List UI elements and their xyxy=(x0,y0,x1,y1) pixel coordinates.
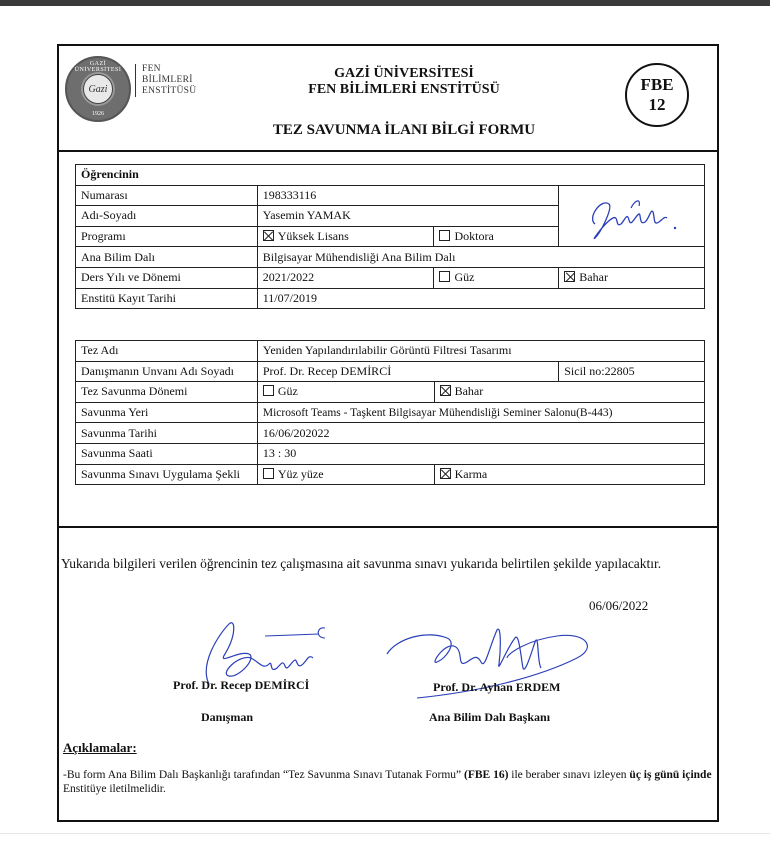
table-row xyxy=(76,443,705,464)
institute-name: FEN BİLİMLERİ ENSTİTÜSÜ xyxy=(308,82,500,97)
exam-mode-option-inperson[interactable] xyxy=(257,464,434,485)
institute-line: FEN xyxy=(142,64,161,74)
defense-time-value: 13 : 30 xyxy=(257,443,704,464)
checked-checkbox-icon[interactable] xyxy=(263,230,274,241)
form-code-line2: 12 xyxy=(648,95,666,114)
statement-text: Yukarıda bilgileri verilen öğrencinin tez çalışmasına ait savunma sınavı yukarıda belirtilen şekilde yapılacaktır. xyxy=(61,556,662,571)
program-label: Programı xyxy=(76,226,258,247)
explanation-part: ile beraber sınavı izleyen xyxy=(508,769,630,781)
option-label: Güz xyxy=(454,270,475,285)
option-label: Bahar xyxy=(454,384,484,399)
name-label: Adı-Soyadı xyxy=(76,206,258,227)
option-label: Karma xyxy=(454,466,488,481)
seal-text: GAZİ ÜNİVERSİTESİ xyxy=(74,61,122,73)
empty-checkbox-icon[interactable] xyxy=(263,385,274,396)
option-label: Yüksek Lisans xyxy=(277,229,349,244)
table-row xyxy=(76,361,705,382)
thesis-title-value: Yeniden Yapılandırılabilir Görüntü Filtresi Tasarımı xyxy=(257,341,704,362)
empty-checkbox-icon[interactable] xyxy=(439,271,450,282)
page-bottom-line xyxy=(0,833,770,834)
number-value: 198333116 xyxy=(257,185,559,206)
department-head-role: Ana Bilim Dalı Başkanı xyxy=(429,710,551,724)
advisor-value: Prof. Dr. Recep DEMİRCİ xyxy=(257,361,558,382)
advisor-sicil: Sicil no:22805 xyxy=(559,361,705,382)
form-title: TEZ SAVUNMA İLANI BİLGİ FORMU xyxy=(272,122,536,138)
department-label: Ana Bilim Dalı xyxy=(76,247,258,268)
institute-line: ENSTİTÜSÜ xyxy=(142,86,197,96)
number-label: Numarası xyxy=(76,185,258,206)
student-section-title: Öğrencinin xyxy=(76,165,705,186)
defense-term-label: Tez Savunma Dönemi xyxy=(76,382,258,403)
section-divider xyxy=(59,526,717,528)
table-row xyxy=(76,402,705,423)
option-label: Güz xyxy=(277,384,298,399)
table-row xyxy=(76,185,705,206)
student-info-table xyxy=(75,164,705,309)
registration-value: 11/07/2019 xyxy=(257,288,704,309)
option-label: Bahar xyxy=(579,270,608,285)
statement-date: 06/06/2022 xyxy=(589,598,649,613)
name-value: Yasemin YAMAK xyxy=(257,206,559,227)
defense-date-value: 16/06/202022 xyxy=(257,423,704,444)
checked-checkbox-icon[interactable] xyxy=(440,468,451,479)
explanation-part: Enstitüye iletilmelidir. xyxy=(63,783,166,795)
advisor-label: Danışmanın Unvanı Adı Soyadı xyxy=(76,361,258,382)
table-row xyxy=(76,423,705,444)
table-row xyxy=(76,247,705,268)
exam-mode-label: Savunma Sınavı Uygulama Şekli xyxy=(76,464,258,485)
defense-time-label: Savunma Saati xyxy=(76,443,258,464)
header-title xyxy=(279,66,529,98)
year-value: 2021/2022 xyxy=(257,267,434,288)
program-option-masters[interactable] xyxy=(257,226,434,247)
checked-checkbox-icon[interactable] xyxy=(440,385,451,396)
form-frame xyxy=(57,44,719,822)
table-row xyxy=(76,464,705,485)
institute-label xyxy=(135,64,196,97)
defense-place-label: Savunma Yeri xyxy=(76,402,258,423)
term-option-spring[interactable] xyxy=(559,267,705,288)
table-row xyxy=(76,288,705,309)
form-code-line1: FBE xyxy=(640,75,674,94)
defense-date-label: Savunma Tarihi xyxy=(76,423,258,444)
table-row xyxy=(76,382,705,403)
seal-year: 1926 xyxy=(92,111,104,117)
institute-line: BİLİMLERİ xyxy=(142,75,193,85)
explanations-text xyxy=(63,768,713,796)
table-row xyxy=(76,341,705,362)
advisor-name: Prof. Dr. Recep DEMİRCİ xyxy=(173,678,310,692)
term-option-fall[interactable] xyxy=(434,267,559,288)
empty-checkbox-icon[interactable] xyxy=(439,230,450,241)
thesis-info-table xyxy=(75,340,705,485)
student-signature xyxy=(565,188,695,246)
explanation-bold: üç iş günü içinde xyxy=(629,769,712,781)
advisor-role: Danışman xyxy=(201,710,254,724)
option-label: Doktora xyxy=(454,229,494,244)
defense-term-option-fall[interactable] xyxy=(257,382,434,403)
thesis-title-label: Tez Adı xyxy=(76,341,258,362)
seal-monogram: Gazi xyxy=(83,74,113,104)
defense-term-option-spring[interactable] xyxy=(434,382,704,403)
explanation-part: -Bu form Ana Bilim Dalı Başkanlığı tarafından “Tez Savunma Sınavı Tutanak Formu” xyxy=(63,769,464,781)
university-name: GAZİ ÜNİVERSİTESİ xyxy=(334,66,474,81)
table-row xyxy=(76,267,705,288)
form-header xyxy=(59,46,717,152)
student-signature-cell xyxy=(559,185,705,247)
registration-label: Enstitü Kayıt Tarihi xyxy=(76,288,258,309)
option-label: Yüz yüze xyxy=(277,466,324,481)
explanations-title: Açıklamalar: xyxy=(63,740,137,755)
explanation-bold: (FBE 16) xyxy=(464,769,509,781)
top-bar xyxy=(0,0,770,6)
table-row xyxy=(76,165,705,186)
defense-place-value: Microsoft Teams - Taşkent Bilgisayar Mühendisliği Seminer Salonu(B-443) xyxy=(257,402,704,423)
department-head-name: Prof. Dr. Ayhan ERDEM xyxy=(433,680,561,694)
program-option-doctorate[interactable] xyxy=(434,226,559,247)
university-seal-logo xyxy=(65,56,131,122)
empty-checkbox-icon[interactable] xyxy=(263,468,274,479)
checked-checkbox-icon[interactable] xyxy=(564,271,575,282)
department-value: Bilgisayar Mühendisliği Ana Bilim Dalı xyxy=(257,247,704,268)
exam-mode-option-hybrid[interactable] xyxy=(434,464,704,485)
form-code-badge xyxy=(625,63,689,127)
year-label: Ders Yılı ve Dönemi xyxy=(76,267,258,288)
